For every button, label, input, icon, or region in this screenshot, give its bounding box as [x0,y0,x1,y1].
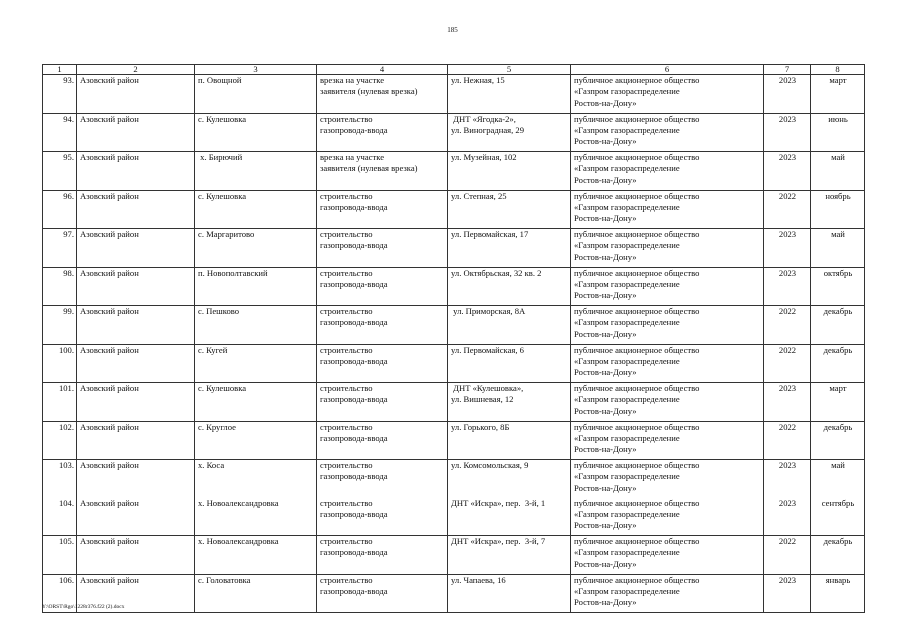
table-row [43,267,865,306]
organization-line: «Газпром газораспределение [574,201,680,212]
settlement-cell: с. Кугей [195,344,317,383]
address-cell [448,498,571,536]
month-cell: май [811,229,865,268]
table-body [43,75,865,613]
organization-line: Ростов-на-Дону» [574,97,637,108]
work-type-line: газопровода-ввода [320,432,388,443]
work-type-line: газопровода-ввода [320,355,388,366]
district-cell: Азовский район [77,306,195,345]
work-type-line: строительство [320,267,373,278]
work-type-line: заявителя (нулевая врезка) [320,163,418,174]
file-path-footer: Y:\ORST\Rgo\1228r376.f22 (2).docx [42,604,125,610]
address-cell [448,344,571,383]
district-cell: Азовский район [77,383,195,422]
organization-line: Ростов-на-Дону» [574,136,637,147]
month-cell: октябрь [811,267,865,306]
district-cell: Азовский район [77,536,195,575]
row-number-cell: 96. [43,190,77,229]
settlement-cell: с. Пешково [195,306,317,345]
work-type-cell [317,306,448,345]
month-cell: ноябрь [811,190,865,229]
organization-line: публичное акционерное общество [574,267,700,278]
organization-cell [571,344,764,383]
organization-line: публичное акционерное общество [574,344,700,355]
address-line: ул. Приморская, 8А [451,306,526,316]
organization-line: «Газпром газораспределение [574,86,680,97]
district-cell: Азовский район [77,574,195,613]
year-cell: 2023 [764,460,811,498]
organization-line: «Газпром газораспределение [574,432,680,443]
address-cell [448,460,571,498]
organization-line: публичное акционерное общество [574,460,700,470]
settlement-cell: с. Кулешовка [195,113,317,152]
work-type-line: строительство [320,421,373,432]
settlement-cell: х. Коса [195,460,317,498]
row-number-cell: 105. [43,536,77,575]
month-cell: январь [811,574,865,613]
organization-line: Ростов-на-Дону» [574,213,637,224]
work-type-cell [317,113,448,152]
work-type-line: газопровода-ввода [320,508,388,519]
organization-line: публичное акционерное общество [574,536,700,546]
row-number-cell: 94. [43,113,77,152]
work-type-cell [317,229,448,268]
table-row [43,460,865,498]
table-row [43,421,865,460]
address-cell [448,306,571,345]
district-cell: Азовский район [77,460,195,498]
organization-line: «Газпром газораспределение [574,508,680,519]
district-cell: Азовский район [77,75,195,114]
work-type-line: газопровода-ввода [320,471,388,482]
row-number-cell: 106. [43,574,77,613]
table-row [43,190,865,229]
address-cell [448,267,571,306]
row-number-cell: 104. [43,498,77,536]
organization-line: публичное акционерное общество [574,421,700,432]
address-cell [448,574,571,613]
address-line: ул. Чапаева, 16 [451,574,506,585]
address-line: ул. Нежная, 15 [451,75,505,85]
work-type-line: газопровода-ввода [320,317,388,328]
organization-line: публичное акционерное общество [574,229,700,239]
address-line: ДНТ «Ягодка-2», [451,113,516,124]
address-line: ДНТ «Кулешовка», [451,383,524,393]
settlement-cell: х. Новоалександровка [195,498,317,536]
organization-line: Ростов-на-Дону» [574,558,637,569]
row-number-cell: 101. [43,383,77,422]
organization-cell [571,113,764,152]
organization-line: «Газпром газораспределение [574,355,680,366]
month-cell: декабрь [811,344,865,383]
settlement-cell: с. Маргаритово [195,229,317,268]
month-cell: май [811,460,865,498]
month-cell: сентябрь [811,498,865,536]
work-type-line: газопровода-ввода [320,124,388,135]
column-header: 4 [317,65,448,75]
year-cell: 2023 [764,383,811,422]
organization-line: Ростов-на-Дону» [574,405,637,416]
organization-cell [571,75,764,114]
organization-line: Ростов-на-Дону» [574,328,637,339]
organization-cell [571,306,764,345]
work-type-line: строительство [320,383,373,393]
work-type-line: строительство [320,460,373,470]
organization-line: публичное акционерное общество [574,190,700,201]
row-number-cell: 99. [43,306,77,345]
column-header: 3 [195,65,317,75]
year-cell: 2023 [764,498,811,536]
organization-line: «Газпром газораспределение [574,163,680,174]
address-line: ул. Музейная, 102 [451,152,517,162]
district-cell: Азовский район [77,498,195,536]
table-header-row [43,65,865,75]
row-number-cell: 102. [43,421,77,460]
address-cell [448,536,571,575]
organization-line: Ростов-на-Дону» [574,482,637,493]
work-type-line: строительство [320,190,373,201]
work-type-line: строительство [320,344,373,355]
column-header: 6 [571,65,764,75]
month-cell: май [811,152,865,191]
year-cell: 2023 [764,574,811,613]
year-cell: 2023 [764,267,811,306]
table-row [43,536,865,575]
row-number-cell: 98. [43,267,77,306]
organization-line: Ростов-на-Дону» [574,251,637,262]
address-line: ул. Первомайская, 17 [451,229,529,239]
organization-line: «Газпром газораспределение [574,547,680,558]
work-type-cell [317,536,448,575]
work-type-line: газопровода-ввода [320,201,388,212]
year-cell: 2023 [764,113,811,152]
address-line: ул. Первомайская, 6 [451,344,524,355]
work-type-cell [317,267,448,306]
settlement-cell: с. Кулешовка [195,190,317,229]
row-number-cell: 100. [43,344,77,383]
table-row [43,152,865,191]
year-cell: 2022 [764,190,811,229]
work-type-line: газопровода-ввода [320,585,388,596]
work-type-line: заявителя (нулевая врезка) [320,86,418,97]
year-cell: 2022 [764,421,811,460]
organization-line: публичное акционерное общество [574,152,700,162]
address-line: ДНТ «Искра», пер. 3-й, 7 [451,536,546,546]
table-row [43,306,865,345]
row-number-cell: 103. [43,460,77,498]
column-header: 8 [811,65,865,75]
organization-line: публичное акционерное общество [574,383,700,393]
column-header: 2 [77,65,195,75]
organization-line: Ростов-на-Дону» [574,174,637,185]
year-cell: 2022 [764,306,811,345]
work-type-line: строительство [320,497,373,508]
work-type-cell [317,152,448,191]
organization-line: Ростов-на-Дону» [574,290,637,301]
organization-cell [571,190,764,229]
address-cell [448,75,571,114]
organization-line: «Газпром газораспределение [574,124,680,135]
settlement-cell: х. Бирючий [195,152,317,191]
address-cell [448,229,571,268]
month-cell: декабрь [811,536,865,575]
table-row [43,229,865,268]
work-type-line: врезка на участке [320,152,385,162]
work-type-cell [317,498,448,536]
organization-line: Ростов-на-Дону» [574,367,637,378]
month-cell: декабрь [811,421,865,460]
address-cell [448,190,571,229]
district-cell: Азовский район [77,152,195,191]
work-type-cell [317,460,448,498]
organization-line: публичное акционерное общество [574,574,700,585]
work-type-line: строительство [320,306,373,316]
organization-line: Ростов-на-Дону» [574,520,637,531]
district-cell: Азовский район [77,344,195,383]
work-type-line: строительство [320,229,373,239]
district-cell: Азовский район [77,190,195,229]
address-line: ул. Виноградная, 29 [451,124,524,135]
address-cell [448,152,571,191]
year-cell: 2022 [764,344,811,383]
district-cell: Азовский район [77,229,195,268]
district-cell: Азовский район [77,421,195,460]
work-type-line: газопровода-ввода [320,278,388,289]
gas-connection-table [42,64,865,613]
address-line: ДНТ «Искра», пер. 3-й, 1 [451,497,546,508]
settlement-cell: п. Овощной [195,75,317,114]
month-cell: март [811,75,865,114]
work-type-line: врезка на участке [320,75,385,85]
organization-cell [571,536,764,575]
address-line: ул. Комсомольская, 9 [451,460,529,470]
address-cell [448,383,571,422]
year-cell: 2023 [764,229,811,268]
work-type-line: газопровода-ввода [320,240,388,251]
organization-cell [571,152,764,191]
organization-line: «Газпром газораспределение [574,394,680,405]
work-type-cell [317,574,448,613]
month-cell: июнь [811,113,865,152]
organization-line: «Газпром газораспределение [574,278,680,289]
address-line: ул. Октябрьская, 32 кв. 2 [451,267,542,278]
organization-cell [571,421,764,460]
settlement-cell: с. Кулешовка [195,383,317,422]
year-cell: 2023 [764,152,811,191]
work-type-cell [317,190,448,229]
organization-line: публичное акционерное общество [574,497,700,508]
work-type-cell [317,75,448,114]
table-row [43,498,865,536]
settlement-cell: х. Новоалександровка [195,536,317,575]
work-type-line: строительство [320,536,373,546]
column-header: 5 [448,65,571,75]
settlement-cell: с. Головатовка [195,574,317,613]
organization-cell [571,498,764,536]
page-number: 185 [447,26,458,34]
work-type-cell [317,421,448,460]
work-type-cell [317,383,448,422]
row-number-cell: 95. [43,152,77,191]
row-number-cell: 93. [43,75,77,114]
organization-line: «Газпром газораспределение [574,471,680,482]
organization-cell [571,574,764,613]
table-row [43,113,865,152]
table-row [43,75,865,114]
table-row [43,574,865,613]
organization-cell [571,383,764,422]
organization-line: «Газпром газораспределение [574,317,680,328]
district-cell: Азовский район [77,113,195,152]
organization-line: Ростов-на-Дону» [574,597,637,608]
row-number-cell: 97. [43,229,77,268]
table-row [43,383,865,422]
work-type-line: газопровода-ввода [320,547,388,558]
address-line: ул. Горького, 8Б [451,421,510,432]
address-cell [448,113,571,152]
organization-line: публичное акционерное общество [574,75,700,85]
table-row [43,344,865,383]
work-type-line: газопровода-ввода [320,394,388,405]
organization-line: Ростов-на-Дону» [574,444,637,455]
month-cell: декабрь [811,306,865,345]
address-line: ул. Вишневая, 12 [451,394,514,405]
address-cell [448,421,571,460]
column-header: 7 [764,65,811,75]
column-header: 1 [43,65,77,75]
year-cell: 2022 [764,536,811,575]
organization-line: публичное акционерное общество [574,113,700,124]
organization-line: «Газпром газораспределение [574,585,680,596]
work-type-cell [317,344,448,383]
organization-line: «Газпром газораспределение [574,240,680,251]
settlement-cell: п. Новополтавский [195,267,317,306]
address-line: ул. Степная, 25 [451,190,507,201]
work-type-line: строительство [320,574,373,585]
organization-cell [571,229,764,268]
work-type-line: строительство [320,113,373,124]
organization-line: публичное акционерное общество [574,306,700,316]
year-cell: 2023 [764,75,811,114]
organization-cell [571,267,764,306]
settlement-cell: с. Круглое [195,421,317,460]
organization-cell [571,460,764,498]
month-cell: март [811,383,865,422]
district-cell: Азовский район [77,267,195,306]
